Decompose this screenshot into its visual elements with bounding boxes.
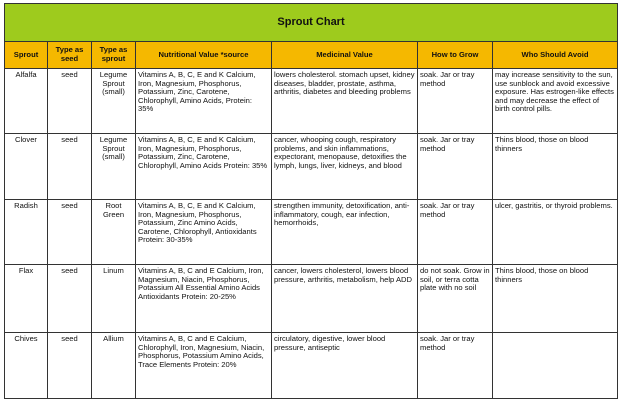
cell-seed: seed: [48, 134, 92, 200]
header-nutritional: Nutritional Value *source: [136, 42, 272, 69]
header-row: [5, 42, 618, 69]
cell-avoid: ulcer, gastritis, or thyroid problems.: [493, 200, 618, 265]
table-row: [5, 333, 618, 399]
header-how-to-grow: How to Grow: [418, 42, 493, 69]
cell-nutrition: Vitamins A, B, C, E and K Calcium, Iron, Magnesium, Phosphorus, Potassium, Zinc Amino Acids, Carotene, Chlorophyll, Antioxidants Protein: 30-35%: [136, 200, 272, 265]
cell-type: Linum: [92, 265, 136, 333]
cell-medicinal: circulatory, digestive, lower blood pressure, antiseptic: [272, 333, 418, 399]
header-medicinal: Medicinal Value: [272, 42, 418, 69]
table-row: [5, 265, 618, 333]
cell-grow: do not soak. Grow in soil, or terra cotta plate with no soil: [418, 265, 493, 333]
cell-type: Legume Sprout (small): [92, 69, 136, 134]
cell-medicinal: strengthen immunity, detoxification, anti-inflammatory, cough, ear infection, hemorrhoids,: [272, 200, 418, 265]
table-row: [5, 69, 618, 134]
cell-type: Root Green: [92, 200, 136, 265]
cell-avoid: Thins blood, those on blood thinners: [493, 134, 618, 200]
cell-nutrition: Vitamins A, B, C, E and K Calcium, Iron, Magnesium, Phosphorus, Potassium, Zinc, Carotene, Chlorophyll, Amino Acids, Protein: 35%: [136, 69, 272, 134]
cell-nutrition: Vitamins A, B, C and E Calcium, Chlorophyll, Iron, Magnesium, Niacin, Phosphorus, Potassium Amino Acids, Trace Elements Protein: 20%: [136, 333, 272, 399]
cell-avoid: may increase sensitivity to the sun, use sunblock and avoid excessive exposure. Has estrogen-like effects and may decrease the effect of birth control pills.: [493, 69, 618, 134]
header-type-sprout: Type as sprout: [92, 42, 136, 69]
table-row: [5, 200, 618, 265]
cell-medicinal: lowers cholesterol. stomach upset, kidney diseases, bladder, prostate, asthma, arthritis, diabetes and bleeding problems: [272, 69, 418, 134]
cell-seed: seed: [48, 333, 92, 399]
cell-seed: seed: [48, 69, 92, 134]
cell-nutrition: Vitamins A, B, C, E and K Calcium, Iron, Magnesium, Phosphorus, Potassium, Zinc, Carotene, Chlorophyll, Amino Acids Protein: 35%: [136, 134, 272, 200]
cell-medicinal: cancer, lowers cholesterol, lowers blood pressure, arthritis, metabolism, help ADD: [272, 265, 418, 333]
header-sprout: Sprout: [5, 42, 48, 69]
header-who-should-avoid: Who Should Avoid: [493, 42, 618, 69]
cell-medicinal: cancer, whooping cough, respiratory problems, and skin inflammations, expectorant, menopause, detoxifies the lymph, lungs, liver, kidneys, and blood: [272, 134, 418, 200]
table-row: [5, 134, 618, 200]
chart-title: Sprout Chart: [5, 4, 618, 42]
header-type-seed: Type as seed: [48, 42, 92, 69]
sprout-chart: [4, 3, 617, 399]
cell-grow: soak. Jar or tray method: [418, 69, 493, 134]
cell-avoid: [493, 333, 618, 399]
cell-sprout: Clover: [5, 134, 48, 200]
cell-nutrition: Vitamins A, B, C and E Calcium, Iron, Magnesium, Niacin, Phosphorus, Potassium All Essential Amino Acids Antioxidants Protein: 20-25%: [136, 265, 272, 333]
cell-avoid: Thins blood, those on blood thinners: [493, 265, 618, 333]
cell-grow: soak. Jar or tray method: [418, 333, 493, 399]
cell-sprout: Flax: [5, 265, 48, 333]
cell-sprout: Chives: [5, 333, 48, 399]
cell-grow: soak. Jar or tray method: [418, 134, 493, 200]
cell-seed: seed: [48, 200, 92, 265]
cell-sprout: Alfalfa: [5, 69, 48, 134]
cell-grow: soak. Jar or tray method: [418, 200, 493, 265]
sprout-table: [4, 3, 618, 399]
cell-type: Legume Sprout (small): [92, 134, 136, 200]
cell-seed: seed: [48, 265, 92, 333]
cell-type: Allium: [92, 333, 136, 399]
cell-sprout: Radish: [5, 200, 48, 265]
